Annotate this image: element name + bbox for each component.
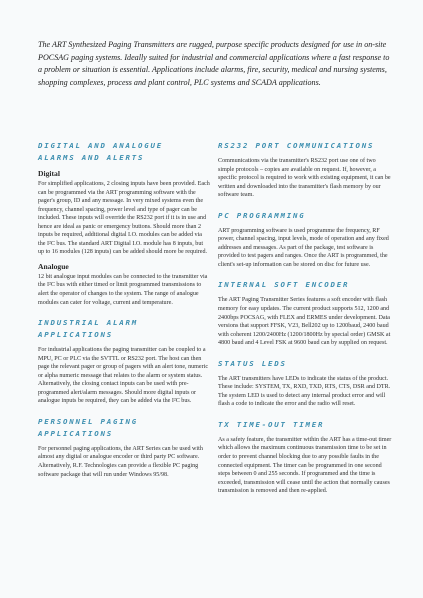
section-personnel (38, 416, 210, 479)
section-title-status-leds: STATUS LEDS (218, 358, 287, 368)
section-status-leds (218, 358, 392, 409)
paragraph-personnel: For personnel paging applications, the ART Series can be used with almost any digital or analogue encoder or third party PC software. Alternatively, R.F. Technologies can provide a flexible PC paging software package that will run under Windows 95/98. (38, 445, 203, 478)
section-digital-analogue (38, 140, 210, 307)
section-tx-timer (218, 419, 392, 496)
section-industrial (38, 317, 210, 406)
section-rs232 (218, 140, 392, 200)
section-title-rs232: RS232 PORT COMMUNICATIONS (218, 141, 375, 150)
section-title-digital-analogue: DIGITAL AND ANALOGUE ALARMS AND ALERTS (38, 141, 163, 162)
section-title-pc-programming: PC PROGRAMMING (218, 210, 306, 220)
section-pc-programming (218, 210, 392, 270)
section-title-personnel: PERSONNEL PAGING APPLICATIONS (38, 416, 138, 438)
intro-paragraph: The ART Synthesized Paging Transmitters are rugged, purpose specific products designed for use in on-site POCSAG paging systems. Ideally suited for industrial and commercial applications where a fast response to a problem or situation is essential. Applications include alarms, fire, security, medical and nursing systems, shopping complexes, process and plant control, PLC systems and SCADA applications. (38, 40, 390, 87)
paragraph-industrial: For industrial applications the paging transmitter can be coupled to a MPU, PC or PLC via the SVTTL or RS232 port. The host can then page the relevant pager or group of pagers with an alert tone, numeric or alpha numeric message that relates to the alarm or system status. Alternatively, the closing contact inputs can be used with pre-programmed alert/alarm messages. Should more digital inputs or analogue inputs be required, they can be added via the I²C bus. (38, 347, 209, 405)
paragraph-rs232: Communications via the transmitter's RS232 port use one of two simple protocols – copies are available on request. If, however, a specific protocol is required to work with existing equipment, it can be written and downloaded into the transmitter's flash memory by our software team. (218, 158, 391, 199)
paragraph-analogue: 12 bit analogue input modules can be connected to the transmitter via the I²C bus with either timed or limit programmed transmissions to alert the operator of changes to the system. The range of analogue modules can cater for voltage, current and temperature. (38, 273, 208, 306)
subheading-analogue: Analogue (38, 261, 69, 271)
paragraph-tx-timer: As a safety feature, the transmitter within the ART has a time-out timer which allows the maximum continuous transmission time to be set in order to prevent channel blocking due to any possible faults in the connected equipment. The timer can be programmed in one second steps between 0 and 255 seconds. If programmed and the time is exceeded, transmission will cease until the action that normally causes transmission is removed and then re-applied. (218, 436, 392, 495)
section-encoder (218, 279, 392, 347)
paragraph-encoder: The ART Paging Transmitter Series features a soft encoder with flash memory for easy updates. The current product supports 512, 1200 and 2400bps POCSAG, with FLEX and ERMES under development. Data versions that support FFSK, V23, Bell202 up to 1200baud, 2400 baud with coherent 1200/2400Hz (1200/1800Hz by special order) GMSK at 4800 baud and 4 Level FSK at 9600 baud can by supplied on request. (218, 297, 391, 347)
section-title-tx-timer: TX TIME-OUT TIMER (218, 419, 325, 429)
paragraph-digital: For simplified applications, 2 closing inputs have been provided. Each can be programmed via the ART programming software with the pager's group, ID and any message. In very mixed systems even the frequency, channel spacing, power level and type of pager can be included. These inputs will override the RS232 port if it is in use and hence are ideal as panic or emergency buttons. Should more than 2 inputs be required, additional digital I.O. modules can be added via the I²C bus. The standard ART Digital I.O. module has 8 inputs, but up to 16 modules (128 inputs) can be added should more be required. (38, 181, 210, 256)
paragraph-pc-programming: ART programming software is used programme the frequency, RF power, channel spacing, input levels, mode of operation and any fixed addresses and messages. As part of the package, test software is provided to test pagers and ranges. Once the ART is programmed, the client's set-up information can be stored on disc for future use. (218, 227, 389, 268)
right-column (218, 140, 392, 496)
subheading-digital: Digital (38, 169, 60, 178)
left-column (38, 140, 210, 479)
section-title-encoder: INTERNAL SOFT ENCODER (218, 280, 350, 290)
section-title-industrial: INDUSTRIAL ALARM APPLICATIONS (38, 318, 138, 340)
paragraph-status-leds: The ART transmitters have LEDs to indicate the status of the product. These include: SYSTEM, TX, RXD, TXD, RTS, CTS, DSR and DTR. The system LED is used to detect any internal product error and will flash a code to indicate the error and the radio will reset. (218, 375, 391, 408)
